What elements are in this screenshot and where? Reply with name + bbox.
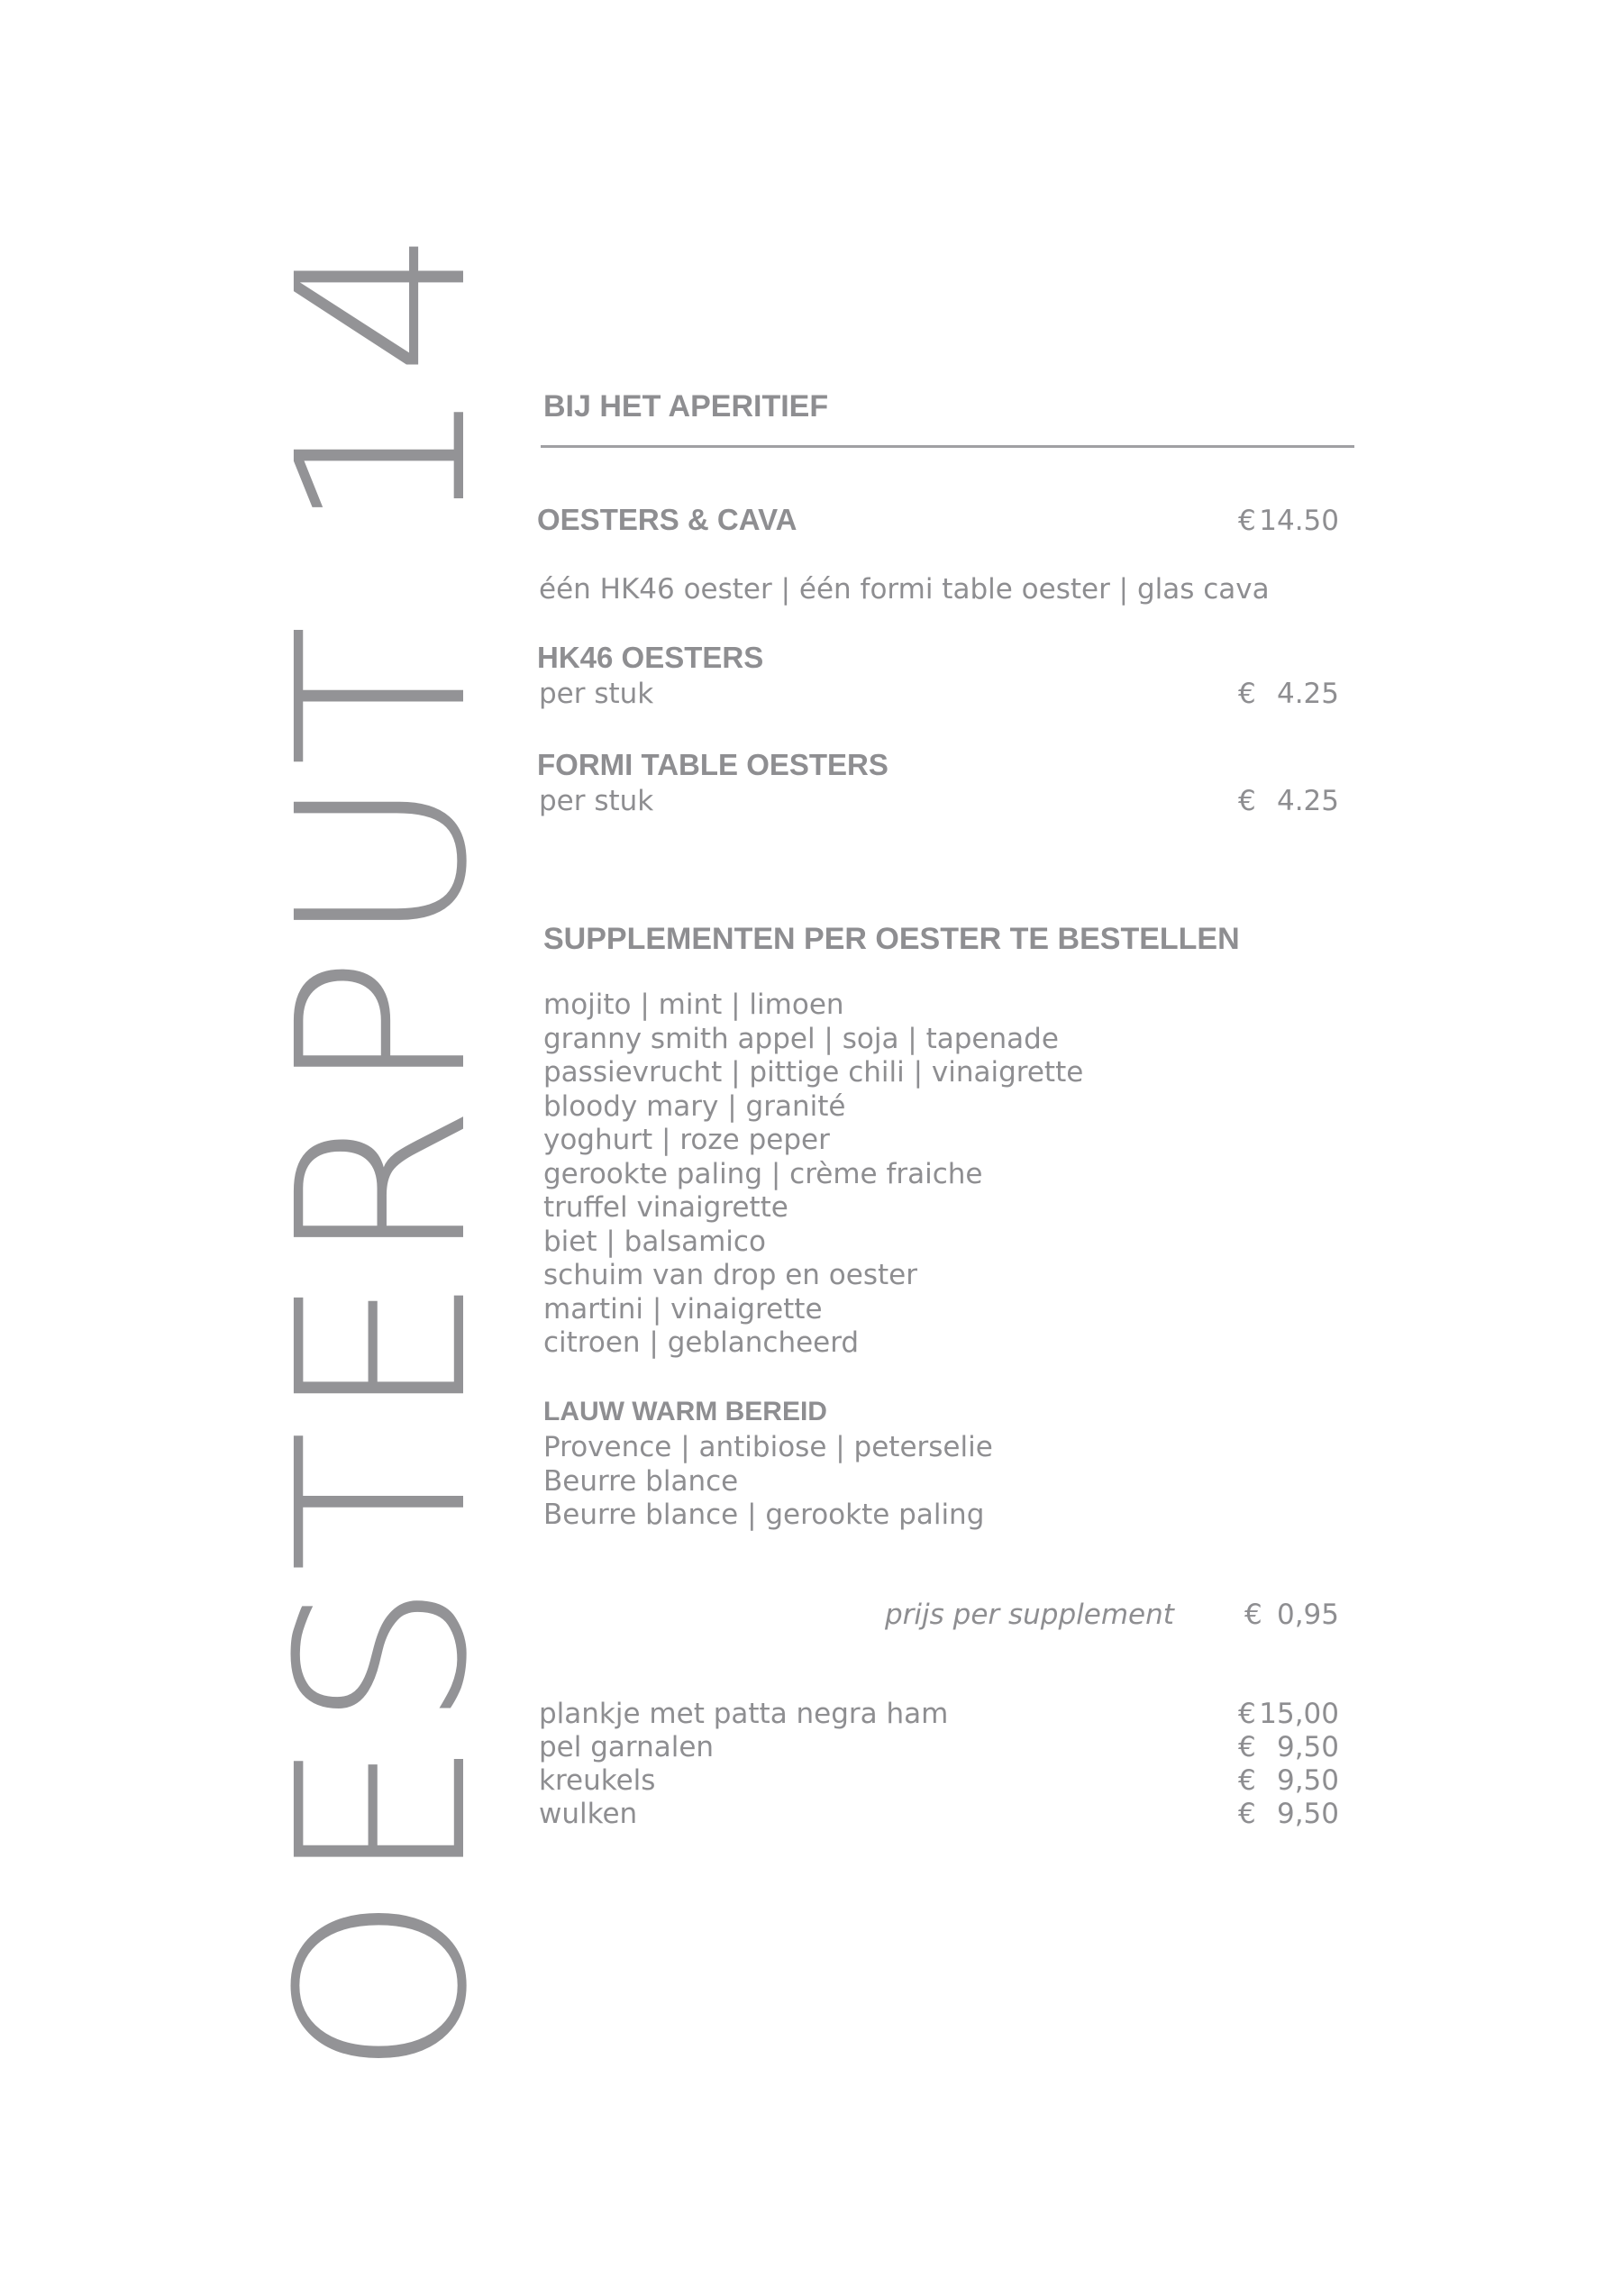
- list-item: gerookte paling | crème fraiche: [543, 1157, 983, 1190]
- price-value: 9,50: [1276, 1764, 1339, 1797]
- menu-item-name: FORMI TABLE OESTERS: [537, 748, 888, 781]
- list-item: Provence | antibiose | peterselie: [543, 1431, 993, 1463]
- currency-symbol: €: [1238, 785, 1256, 817]
- list-item: biet | balsamico: [543, 1225, 766, 1258]
- price-value: 0,95: [1276, 1599, 1339, 1631]
- currency-symbol: €: [1238, 1764, 1256, 1797]
- price-value: 9,50: [1276, 1798, 1339, 1830]
- extra-item-price: [1238, 1764, 1339, 1797]
- menu-item-price: [1238, 785, 1339, 817]
- list-item: granny smith appel | soja | tapenade: [543, 1022, 1059, 1055]
- menu-item-price: [1238, 678, 1339, 710]
- supplement-list: [543, 989, 1083, 1361]
- menu-item-description: één HK46 oester | één formi table oester | glas cava: [539, 573, 1270, 606]
- section-title-supplementen: SUPPLEMENTEN PER OESTER TE BESTELLEN: [543, 922, 1240, 956]
- extra-item-price: [1238, 1698, 1339, 1730]
- list-item: passievrucht | pittige chili | vinaigrette: [543, 1056, 1084, 1089]
- list-item: mojito | mint | limoen: [543, 989, 844, 1021]
- currency-symbol: €: [1238, 1798, 1256, 1830]
- extra-item-name: kreukels: [539, 1764, 656, 1797]
- extra-item-price: [1238, 1731, 1339, 1763]
- list-item: Beurre blance: [543, 1464, 739, 1498]
- price-value: 15,00: [1259, 1698, 1339, 1730]
- supplement-price: [1244, 1599, 1339, 1631]
- section-divider: [541, 445, 1354, 448]
- extra-item-name: plankje met patta negra ham: [539, 1698, 949, 1730]
- menu-item-unit: per stuk: [539, 785, 654, 817]
- restaurant-name: OESTERPUT 14: [248, 218, 518, 2078]
- menu-item-unit: per stuk: [539, 678, 654, 710]
- currency-symbol: €: [1244, 1599, 1262, 1631]
- list-item: Beurre blance | gerookte paling: [543, 1499, 985, 1531]
- menu-item-name: OESTERS & CAVA: [537, 503, 797, 536]
- currency-symbol: €: [1238, 1731, 1256, 1763]
- extra-item-name: pel garnalen: [539, 1731, 715, 1763]
- price-value: 4.25: [1276, 678, 1339, 710]
- warm-supplement-list: [543, 1431, 993, 1533]
- list-item: martini | vinaigrette: [543, 1292, 823, 1326]
- extra-item-name: wulken: [539, 1798, 638, 1830]
- menu-item-name: HK46 OESTERS: [537, 641, 764, 674]
- supplement-price-label: prijs per supplement: [885, 1599, 1174, 1631]
- currency-symbol: €: [1238, 678, 1256, 710]
- list-item: bloody mary | granité: [543, 1089, 846, 1123]
- list-item: truffel vinaigrette: [543, 1191, 788, 1224]
- price-value: 4.25: [1276, 785, 1339, 817]
- currency-symbol: €: [1238, 505, 1256, 537]
- subsection-title-warm: LAUW WARM BEREID: [543, 1397, 827, 1426]
- list-item: schuim van drop en oester: [543, 1259, 917, 1291]
- menu-item-price: [1238, 505, 1339, 537]
- list-item: yoghurt | roze peper: [543, 1124, 830, 1156]
- section-title-aperitief: BIJ HET APERITIEF: [543, 389, 829, 424]
- extra-item-price: [1238, 1798, 1339, 1830]
- currency-symbol: €: [1238, 1698, 1256, 1730]
- price-value: 9,50: [1276, 1731, 1339, 1763]
- list-item: citroen | geblancheerd: [543, 1326, 860, 1359]
- price-value: 14.50: [1259, 505, 1339, 537]
